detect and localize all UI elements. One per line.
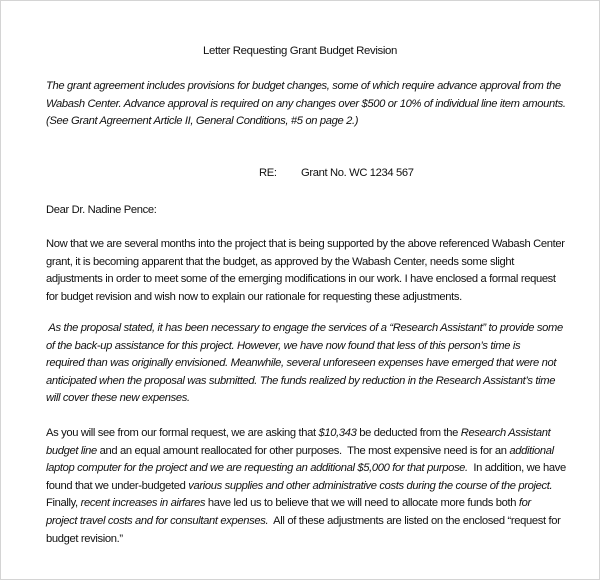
body-paragraph-3	[46, 425, 566, 548]
intro-line: (See Grant Agreement Article II, General Conditions, #5 on page 2.)	[46, 115, 359, 128]
grant-number: Grant No. WC 1234 567	[301, 167, 414, 179]
paragraph-line	[46, 443, 566, 461]
deduction-amount: $10,343	[318, 427, 357, 439]
reference-line	[259, 165, 414, 181]
paragraph-line: required than was originally envisioned. Meanwhile, several unforeseen expenses have emerged that were not	[46, 357, 557, 370]
paragraph-line	[46, 531, 566, 549]
text-run: budget revision.”	[46, 532, 123, 545]
text-run: In addition, we have	[467, 462, 566, 475]
paragraph-line: grant, it is becoming apparent that the budget, as approved by the Wabash Center, needs some slight	[46, 255, 515, 268]
text-run: additional	[509, 444, 554, 457]
document-title: Letter Requesting Grant Budget Revision	[202, 45, 398, 57]
paragraph-line	[46, 425, 566, 443]
paragraph-line	[46, 513, 566, 531]
text-run: various supplies and other administrative costs during the course of the project.	[188, 479, 553, 492]
text-run: All of these adjustments are listed on the enclosed “request for	[268, 514, 561, 527]
text-run: found that we under-budgeted	[46, 479, 189, 492]
reference-label: RE:	[259, 167, 277, 179]
text-run: recent increases in airfares	[80, 497, 206, 510]
body-paragraph-2	[46, 320, 566, 408]
paragraph-line	[46, 460, 566, 478]
paragraph-line: Now that we are several months into the project that is being supported by the above referenced Wabash Center	[46, 238, 565, 250]
text-run: As you will see from our formal request, we are asking that	[46, 427, 319, 439]
paragraph-line: of the back-up assistance for this project. However, we have now found that less of this person’s time is	[46, 339, 521, 352]
paragraph-line	[46, 478, 566, 496]
body-paragraph-1	[46, 236, 566, 306]
text-run: and an equal amount reallocated for other purposes. The most expensive need is for an	[96, 444, 510, 457]
intro-line: The grant agreement includes provisions for budget changes, some of which require advance approval from the	[46, 80, 561, 92]
paragraph-line: As the proposal stated, it has been necessary to engage the services of a “Research Assistant” to provide some	[46, 322, 563, 334]
text-run: project travel costs and for consultant expenses.	[46, 514, 269, 527]
intro-line: Wabash Center. Advance approval is required on any changes over $500 or 10% of individual line item amounts.	[46, 97, 566, 110]
salutation: Dear Dr. Nadine Pence:	[46, 204, 157, 216]
paragraph-line: adjustments in order to meet some of the emerging modifications in our work. I have enclosed a formal request	[46, 273, 556, 286]
text-run: budget line	[46, 444, 97, 457]
text-run: laptop computer for the project and we are requesting an additional $5,000 for that purpose.	[46, 462, 468, 475]
paragraph-line: will cover these new expenses.	[46, 392, 190, 405]
paragraph-line: anticipated when the proposal was submitted. The funds realized by reduction in the Research Assistant’s time	[46, 374, 556, 387]
text-run: for	[518, 497, 531, 510]
text-run: have led us to believe that we will need to allocate more funds both	[205, 497, 519, 510]
text-run: Research Assistant	[460, 427, 551, 439]
text-run: Finally,	[46, 497, 81, 510]
paragraph-line: for budget revision and wish now to explain our rationale for requesting these adjustments.	[46, 290, 462, 303]
text-run: be deducted from the	[356, 427, 461, 439]
intro-paragraph	[46, 78, 566, 131]
paragraph-line	[46, 495, 566, 513]
